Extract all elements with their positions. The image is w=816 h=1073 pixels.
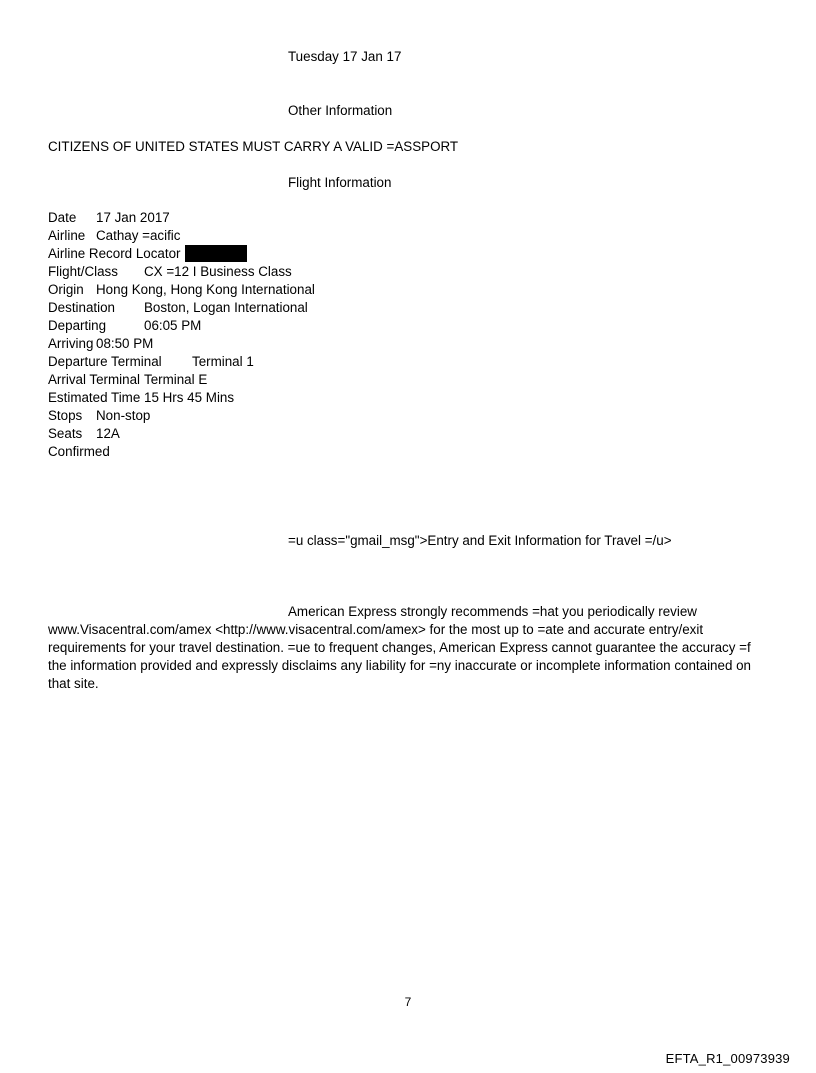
flight-value-stops: Non-stop — [96, 408, 151, 423]
flight-label-departure-terminal: Departure Terminal — [48, 354, 162, 369]
flight-value-seats: 12A — [96, 426, 120, 441]
flight-label-departing: Departing — [48, 318, 107, 333]
flight-value-date: 17 Jan 2017 — [96, 210, 170, 225]
flight-row-stops — [48, 407, 150, 425]
flight-information-heading: Flight Information — [288, 175, 392, 190]
flight-value-airline: Cathay =acific — [96, 228, 181, 243]
flight-value-departure-terminal: Terminal 1 — [192, 354, 254, 369]
flight-label-estimated-time: Estimated Time — [48, 390, 141, 405]
disclaimer-first-line: American Express strongly recommends =hat you periodically review — [288, 604, 697, 619]
flight-row-estimated-time — [48, 389, 234, 407]
flight-row-arriving — [48, 335, 153, 353]
flight-row-destination — [48, 299, 308, 317]
disclaimer-paragraph — [48, 603, 772, 693]
flight-value-destination: Boston, Logan International — [144, 300, 308, 315]
flight-row-origin — [48, 281, 315, 299]
entry-exit-heading: =u class="gmail_msg">Entry and Exit Information for Travel =/u> — [288, 533, 672, 548]
flight-row-record-locator — [48, 245, 247, 263]
redaction-box — [185, 245, 247, 262]
flight-label-stops: Stops — [48, 408, 83, 423]
flight-row-date — [48, 209, 170, 227]
flight-row-departing — [48, 317, 201, 335]
document-id: EFTA_R1_00973939 — [665, 1051, 790, 1066]
passport-notice: CITIZENS OF UNITED STATES MUST CARRY A VALID =ASSPORT — [48, 139, 459, 154]
flight-value-class: CX =12 I Business Class — [144, 264, 292, 279]
flight-label-arrival-terminal: Arrival Terminal — [48, 372, 141, 387]
flight-row-class — [48, 263, 292, 281]
flight-label-destination: Destination — [48, 300, 115, 315]
disclaimer-body: www.Visacentral.com/amex <http://www.visacentral.com/amex> for the most up to =ate and accurate entry/exit requirements for your travel destination. =ue to frequent changes, American Express cannot guarantee the accuracy =f the information provided and expressly disclaims any liability for =ny inaccurate or incomplete information contained on that site. — [48, 622, 752, 691]
flight-label-airline: Airline — [48, 228, 86, 243]
other-information-heading: Other Information — [288, 103, 393, 118]
flight-value-origin: Hong Kong, Hong Kong International — [96, 282, 315, 297]
flight-label-class: Flight/Class — [48, 264, 118, 279]
flight-row-departure-terminal — [48, 353, 254, 371]
flight-row-arrival-terminal — [48, 371, 207, 389]
flight-value-arrival-terminal: Terminal E — [144, 372, 208, 387]
flight-row-seats — [48, 425, 120, 443]
flight-label-seats: Seats — [48, 426, 83, 441]
date-heading: Tuesday 17 Jan 17 — [288, 49, 402, 64]
page-number: 7 — [404, 995, 412, 1009]
flight-status-confirmed: Confirmed — [48, 444, 110, 459]
flight-value-estimated-time: 15 Hrs 45 Mins — [144, 390, 235, 405]
flight-label-record-locator: Airline Record Locator — [48, 246, 181, 261]
flight-label-date: Date — [48, 210, 77, 225]
flight-value-arriving: 08:50 PM — [96, 336, 154, 351]
flight-label-origin: Origin — [48, 282, 84, 297]
flight-label-arriving: Arriving — [48, 336, 94, 351]
flight-value-departing: 06:05 PM — [144, 318, 202, 333]
flight-row-airline — [48, 227, 180, 245]
